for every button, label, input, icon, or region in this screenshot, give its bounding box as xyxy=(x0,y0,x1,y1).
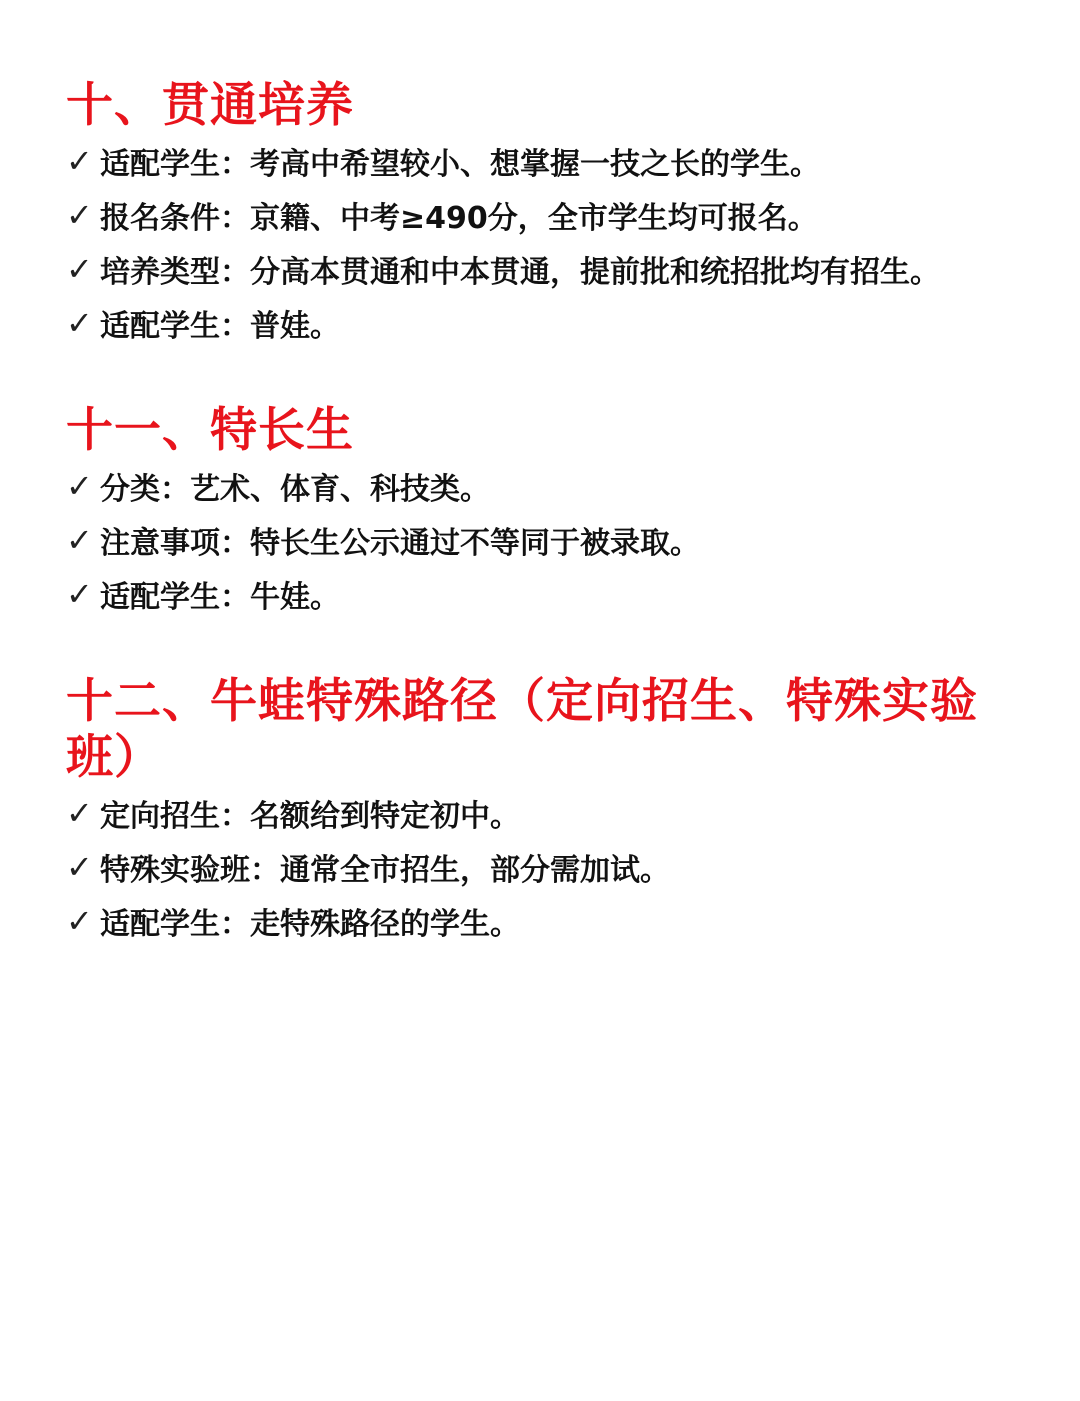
section-title: 十二、牛蛙特殊路径（定向招生、特殊实验班） xyxy=(66,674,978,785)
item-label: 适配学生： xyxy=(100,580,250,615)
item-text: 京籍、中考≥490分，全市学生均可报名。 xyxy=(250,201,818,236)
checkmark-icon: ✓ xyxy=(66,467,93,505)
item-text: 走特殊路径的学生。 xyxy=(250,907,520,942)
list-item xyxy=(66,567,1036,621)
section-tezhangsheng xyxy=(66,403,1036,621)
checkmark-icon: ✓ xyxy=(66,196,93,234)
list-item xyxy=(66,242,1036,296)
list-item xyxy=(66,188,1036,242)
checkmark-icon: ✓ xyxy=(66,902,93,940)
item-label: 注意事项： xyxy=(100,526,250,561)
item-text: 特长生公示通过不等同于被录取。 xyxy=(250,526,700,561)
item-label: 适配学生： xyxy=(100,147,250,182)
item-text: 普娃。 xyxy=(250,309,340,344)
item-label: 定向招生： xyxy=(100,799,250,834)
item-text: 考高中希望较小、想掌握一技之长的学生。 xyxy=(250,147,820,182)
checkmark-icon: ✓ xyxy=(66,575,93,613)
item-text: 名额给到特定初中。 xyxy=(250,799,520,834)
item-text: 牛娃。 xyxy=(250,580,340,615)
list-item xyxy=(66,134,1036,188)
item-label: 分类： xyxy=(100,472,190,507)
list-item xyxy=(66,513,1036,567)
checkmark-icon: ✓ xyxy=(66,142,93,180)
item-text: 通常全市招生，部分需加试。 xyxy=(280,853,670,888)
list-item xyxy=(66,296,1036,350)
checkmark-icon: ✓ xyxy=(66,521,93,559)
section-title: 十、贯通培养 xyxy=(66,78,354,133)
item-label: 报名条件： xyxy=(100,201,250,236)
list-item xyxy=(66,459,1036,513)
item-label: 培养类型： xyxy=(100,255,250,290)
list-item xyxy=(66,894,1036,948)
checkmark-icon: ✓ xyxy=(66,794,93,832)
item-label: 适配学生： xyxy=(100,907,250,942)
item-text: 艺术、体育、科技类。 xyxy=(190,472,490,507)
checkmark-icon: ✓ xyxy=(66,250,93,288)
section-niuwa-teshu-lujing xyxy=(66,674,1036,948)
item-label: 特殊实验班： xyxy=(100,853,280,888)
list-item xyxy=(66,786,1036,840)
checkmark-icon: ✓ xyxy=(66,304,93,342)
item-text: 分高本贯通和中本贯通，提前批和统招批均有招生。 xyxy=(250,255,940,290)
item-label: 适配学生： xyxy=(100,309,250,344)
section-title: 十一、特长生 xyxy=(66,403,354,458)
checkmark-icon: ✓ xyxy=(66,848,93,886)
section-guantong-peiyang xyxy=(66,78,1036,350)
list-item xyxy=(66,840,1036,894)
section-title-wrapper xyxy=(66,674,1026,786)
